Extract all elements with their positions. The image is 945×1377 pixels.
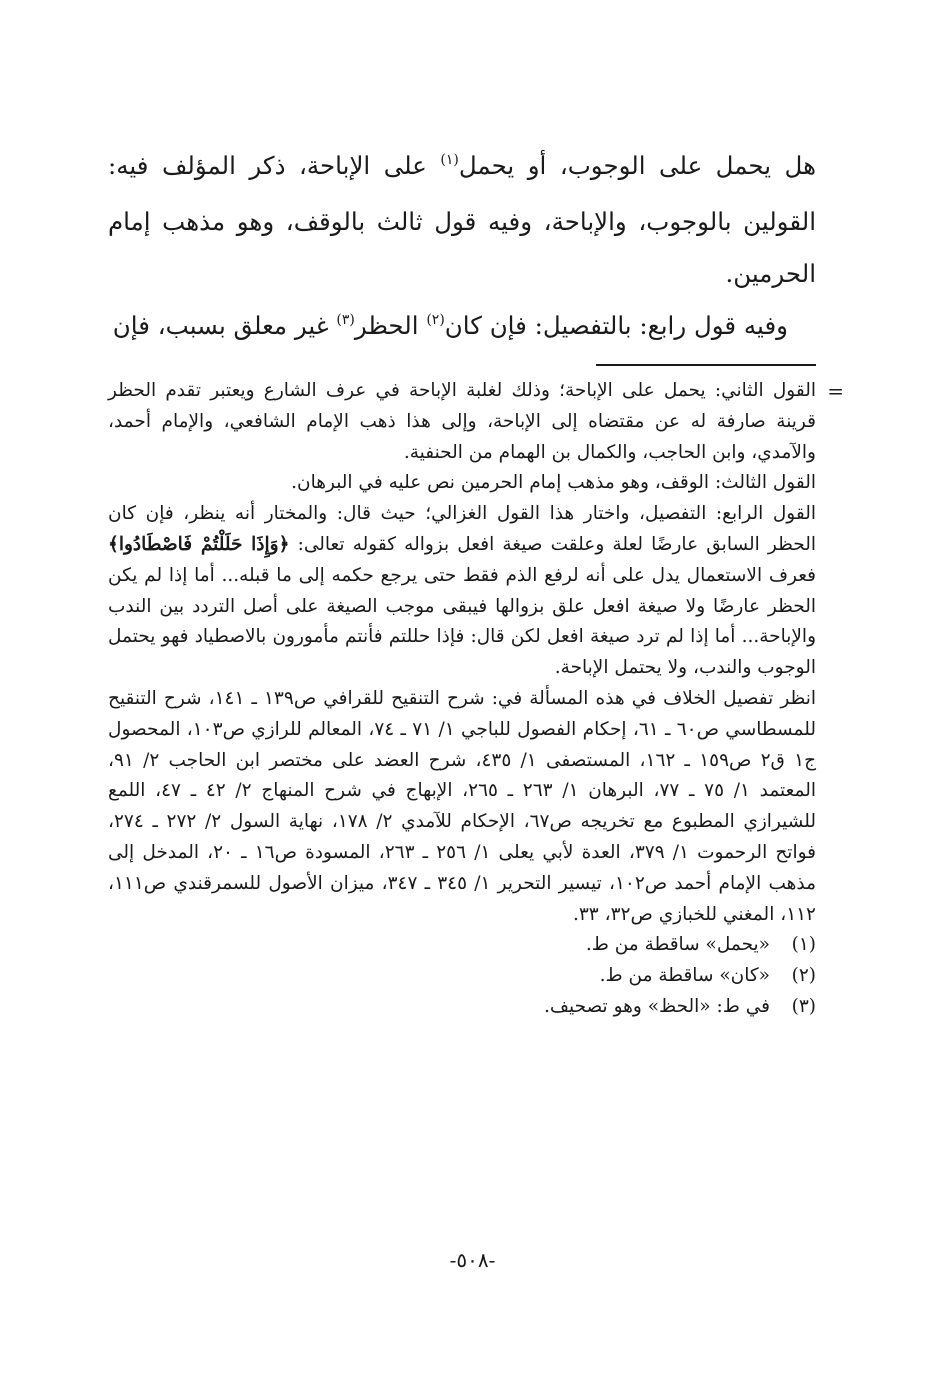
footnote-continuation — [108, 376, 844, 930]
main-text-segment: الحظر — [354, 311, 427, 340]
main-text-segment: وفيه قول رابع: بالتفصيل: فإن كان — [444, 311, 788, 340]
footnote-paragraph-3 — [108, 499, 816, 684]
footnote-marker-1[interactable]: (١) — [440, 152, 459, 168]
footnote-text-segment: فعرف الاستعمال يدل على أنه لرفع الذم فقط حتى يرجع حكمه إلى ما قبله... أما إذا لم يكن الحظر عارضًا ولا صيغة افعل علق بزوالها فيبقى موجب الصيغة على أصل التردد بين الندب والإباحة... أما إذا لم ترد صيغة افعل لكن قال: فإذا حللتم فأنتم مأمورون بالاصطياد فهو يحتمل الوجوب والندب، ولا يحتمل الإباحة. — [108, 564, 816, 679]
footnotes-section — [108, 376, 844, 1023]
footnote-references: انظر تفصيل الخلاف في هذه المسألة في: شرح التنقيح للقرافي ص١٣٩ ـ ١٤١، شرح التنقيح للمسطاسي ص٦٠ ـ ٦١، إحكام الفصول للباجي ١/ ٧١ ـ ٧٤، المعالم للرازي ص١٠٣، المحصول ج١ ق٢ ص١٥٩ ـ ١٦٢، المستصفى ١/ ٤٣٥، شرح العضد على مختصر ابن الحاجب ٢/ ٩١، المعتمد ١/ ٧٥ ـ ٧٧، البرهان ١/ ٢٦٣ ـ ٢٦٥، الإبهاج في شرح المنهاج ٢/ ٤٢ ـ ٤٧، اللمع للشيرازي المطبوع مع تخريجه ص٦٧، الإحكام للآمدي ٢/ ١٧٨، نهاية السول ٢/ ٢٧٢ ـ ٢٧٤، فواتح الرحموت ١/ ٣٧٩، العدة لأبي يعلى ١/ ٢٥٦ ـ ٢٦٣، المسودة ص١٦ ـ ٢٠، المدخل إلى مذهب الإمام أحمد ص١٠٢، تيسير التحرير ١/ ٣٤٥ ـ ٣٤٧، ميزان الأصول للسمرقندي ص١١١، ١١٢، المغني للخبازي ص٣٢، ٣٣. — [108, 687, 817, 925]
footnote-item-3 — [108, 992, 816, 1023]
page-number: -٥٠٨- — [449, 1248, 496, 1272]
main-text-segment: غير معلق بسبب، فإن — [112, 311, 337, 340]
footnote-text: «كان» ساقطة من ط. — [599, 965, 770, 987]
main-text-segment: هل يحمل على الوجوب، أو يحمل — [458, 151, 816, 180]
footnote-paragraph-2: القول الثالث: الوقف، وهو مذهب إمام الحرمين نص عليه في البرهان. — [291, 472, 816, 494]
footnote-number: (١) — [791, 934, 816, 956]
main-text — [108, 140, 816, 356]
footnote-text: في ط: «الحظ» وهو تصحيف. — [543, 995, 770, 1017]
quran-verse: ﴿وَإِذَا حَلَلْتُمْ فَاصْطَادُوا﴾ — [108, 533, 290, 555]
footnote-text: «يحمل» ساقطة من ط. — [585, 934, 770, 956]
footnote-item-2 — [108, 961, 816, 992]
main-text-segment: على الإباحة، ذكر المؤلف فيه: القولين بالوجوب، والإباحة، وفيه قول ثالث بالوقف، وهو مذهب إمام الحرمين. — [108, 151, 816, 288]
footnote-text-segment: القول الرابع: التفصيل، واختار هذا القول الغزالي؛ حيث قال: والمختار أنه ينظر، فإن كان الحظر السابق عارضًا لعلة وعلقت صيغة افعل بزواله كقوله تعالى: — [108, 503, 816, 555]
footnote-separator — [596, 364, 816, 366]
main-paragraph-2 — [108, 300, 816, 356]
page-content — [108, 140, 844, 1023]
footnote-number: (٢) — [791, 965, 816, 987]
main-paragraph-1 — [108, 140, 816, 300]
footnote-item-1 — [108, 930, 816, 961]
footnote-marker-2[interactable]: (٢) — [426, 312, 445, 328]
footnote-marker-3[interactable]: (٣) — [336, 312, 355, 328]
footnote-paragraph-1: القول الثاني: يحمل على الإباحة؛ وذلك لغلبة الإباحة في عرف الشارع ويعتبر تقدم الحظر قرينة صارفة له عن مقتضاه إلى الإباحة، وإلى هذا ذهب الإمام الشافعي، والإمام أحمد، والآمدي، وابن الحاجب، والكمال بن الهمام من الحنفية. — [108, 380, 816, 463]
footnote-number: (٣) — [791, 995, 816, 1017]
continuation-mark: = — [827, 379, 844, 403]
